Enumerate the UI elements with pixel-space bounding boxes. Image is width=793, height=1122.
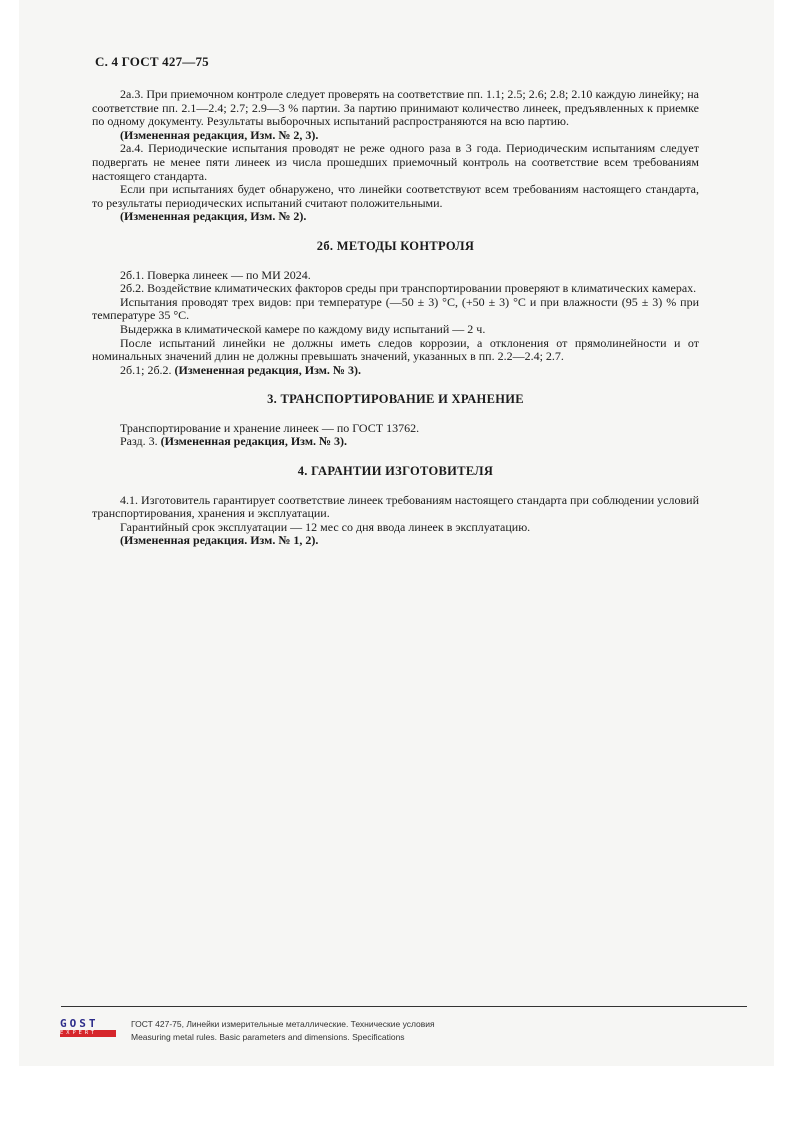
section-heading-4: 4. ГАРАНТИИ ИЗГОТОВИТЕЛЯ	[297, 464, 494, 479]
amendment-prefix: 2б.1; 2б.2.	[120, 362, 172, 377]
amendment-note: (Измененная редакция, Изм. № 3).	[174, 362, 361, 377]
paragraph-4-1: 4.1. Изготовитель гарантирует соответствие линеек требованиям настоящего стандарта при соблюдении условий транспортирования, хранения и эксплуатации.	[92, 492, 699, 521]
paragraph-3: Транспортирование и хранение линеек — по ГОСТ 13762.	[120, 420, 420, 435]
amendment-line	[92, 435, 699, 449]
footer-title-en: Measuring metal rules. Basic parameters and dimensions. Specifications	[131, 1032, 405, 1042]
section-heading-2b: 2б. МЕТОДЫ КОНТРОЛЯ	[316, 238, 475, 253]
amendment-note: (Измененная редакция, Изм. № 2, 3).	[120, 127, 319, 142]
page-header: С. 4 ГОСТ 427—75	[95, 54, 209, 69]
document-body	[92, 88, 699, 548]
amendment-note: (Измененная редакция. Изм. № 1, 2).	[120, 533, 319, 548]
paragraph-2a4: 2а.4. Периодические испытания проводят не реже одного раза в 3 года. Периодическим испытаниям следует подвергать не менее пяти линеек из числа прошедших приемочный контроль на соответствие всем требованиям настоящего стандарта.	[92, 141, 699, 183]
amendment-note: (Измененная редакция, Изм. № 2).	[120, 209, 307, 224]
amendment-note: (Измененная редакция, Изм. № 3).	[160, 434, 348, 449]
section-heading-3: 3. ТРАНСПОРТИРОВАНИЕ И ХРАНЕНИЕ	[267, 392, 524, 407]
paragraph-2b2-exposure: Выдержка в климатической камере по каждому виду испытаний — 2 ч.	[120, 321, 486, 336]
paragraph-2b2-results: После испытаний линейки не должны иметь следов коррозии, а отклонения от прямолинейности и от номинальных значений длин не должны превышать значений, указанных в пп. 2.2—2.4; 2.7.	[92, 335, 699, 364]
paragraph-2b2: 2б.2. Воздействие климатических факторов среды при транспортировании проверяют в климатических камерах.	[120, 281, 697, 296]
paragraph-4-warranty: Гарантийный срок эксплуатации — 12 мес со дня ввода линеек в эксплуатацию.	[120, 519, 531, 534]
footer-title-ru: ГОСТ 427-75, Линейки измерительные металлические. Технические условия	[131, 1019, 435, 1029]
paragraph-2a4-cont: Если при испытаниях будет обнаружено, что линейки соответствуют всем требованиям настоящего стандарта, то результаты периодических испытаний считают положительными.	[92, 182, 699, 210]
amendment-prefix: Разд. 3.	[120, 434, 158, 449]
footer-divider	[61, 1006, 747, 1007]
logo-red-bar: EXPERT	[60, 1030, 116, 1037]
logo-wordmark: GOST	[60, 1017, 99, 1030]
paragraph-2a3: 2а.3. При приемочном контроле следует проверять на соответствие пп. 1.1; 2.5; 2.6; 2.8; 2.10 каждую линейку; на соответствие пп. 2.1—2.4; 2.7; 2.9—3 % партии. За партию принимают количество линеек, предъявленных к приемке по одному документу. Результаты выборочных испытаний распространяются на всю партию.	[92, 87, 699, 129]
paragraph-2b2-tests: Испытания проводят трех видов: при температуре (—50 ± 3) °С, (+50 ± 3) °С и при влажности (95 ± 3) % при температуре 35 °С.	[92, 294, 699, 323]
gost-expert-logo	[60, 1018, 116, 1037]
paragraph-2b1: 2б.1. Поверка линеек — по МИ 2024.	[120, 267, 311, 282]
amendment-line	[92, 364, 699, 378]
footer-citation	[131, 1018, 435, 1044]
